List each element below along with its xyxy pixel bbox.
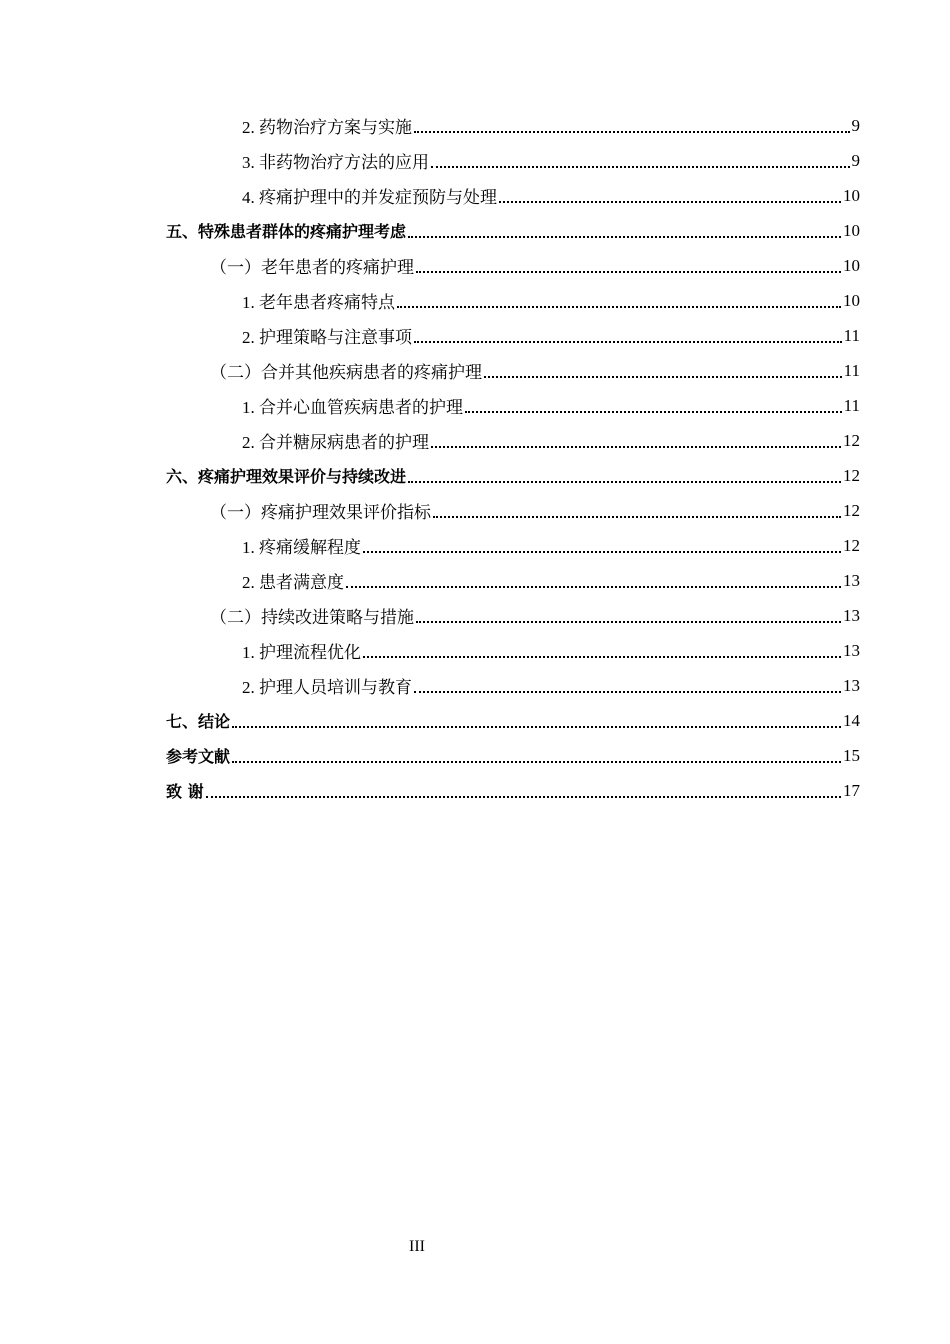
toc-dot-leader <box>484 376 842 378</box>
toc-dot-leader <box>363 656 841 658</box>
toc-dot-leader <box>465 411 842 413</box>
toc-entry-title: 2. 护理人员培训与教育 <box>242 678 412 697</box>
toc-entry-page: 12 <box>843 465 860 485</box>
toc-entry[interactable] <box>166 283 860 318</box>
toc-entry-page: 12 <box>843 430 860 450</box>
toc-entry-title: （一）疼痛护理效果评价指标 <box>210 503 431 522</box>
toc-entry-title: （一）老年患者的疼痛护理 <box>210 258 414 277</box>
toc-entry-page: 10 <box>843 255 860 275</box>
toc-dot-leader <box>346 586 841 588</box>
toc-entry-title: 参考文献 <box>166 747 231 766</box>
toc-dot-leader <box>431 166 850 168</box>
toc-entry-title: 1. 合并心血管疾病患者的护理 <box>242 398 463 417</box>
toc-entry[interactable] <box>166 668 860 703</box>
toc-entry[interactable] <box>166 248 860 283</box>
toc-entry-title: 2. 药物治疗方案与实施 <box>242 118 412 137</box>
toc-entry-page: 12 <box>843 500 860 520</box>
toc-entry-page: 11 <box>843 395 860 415</box>
toc-entry-page: 10 <box>843 220 860 240</box>
toc-dot-leader <box>414 341 842 343</box>
toc-dot-leader <box>363 551 841 553</box>
toc-entry-title: 五、特殊患者群体的疼痛护理考虑 <box>166 222 407 241</box>
toc-dot-leader <box>206 796 841 798</box>
toc-entry-page: 15 <box>843 745 860 765</box>
toc-entry-page: 13 <box>843 605 860 625</box>
toc-dot-leader <box>416 271 841 273</box>
toc-entry-page: 14 <box>843 710 860 730</box>
toc-entry[interactable] <box>166 738 860 773</box>
toc-entry-page: 9 <box>851 150 860 170</box>
toc-dot-leader <box>232 761 841 763</box>
toc-entry[interactable] <box>166 423 860 458</box>
toc-entry[interactable] <box>166 388 860 423</box>
toc-entry-title: 1. 疼痛缓解程度 <box>242 538 361 557</box>
toc-entry-title: 2. 合并糖尿病患者的护理 <box>242 433 429 452</box>
toc-dot-leader <box>433 516 841 518</box>
toc-dot-leader <box>431 446 841 448</box>
toc-entry[interactable] <box>166 773 860 808</box>
toc-entry[interactable] <box>166 633 860 668</box>
toc-dot-leader <box>414 131 850 133</box>
toc-entry-page: 13 <box>843 640 860 660</box>
toc-entry-page: 13 <box>843 675 860 695</box>
toc-entry-page: 13 <box>843 570 860 590</box>
toc-entry-title: （二）持续改进策略与措施 <box>210 608 414 627</box>
toc-entry-title: 1. 护理流程优化 <box>242 643 361 662</box>
toc-dot-leader <box>397 306 841 308</box>
toc-entry[interactable] <box>166 353 860 388</box>
toc-entry-title: 2. 护理策略与注意事项 <box>242 328 412 347</box>
toc-entry[interactable] <box>166 703 860 738</box>
toc-dot-leader <box>416 621 841 623</box>
toc-entry[interactable] <box>166 563 860 598</box>
toc-entry-title: 3. 非药物治疗方法的应用 <box>242 153 429 172</box>
table-of-contents <box>166 108 860 808</box>
toc-entry[interactable] <box>166 178 860 213</box>
toc-entry[interactable] <box>166 108 860 143</box>
toc-entry-title: （二）合并其他疾病患者的疼痛护理 <box>210 363 482 382</box>
toc-entry[interactable] <box>166 213 860 248</box>
toc-dot-leader <box>408 481 841 483</box>
toc-entry-page: 9 <box>851 115 860 135</box>
toc-entry-page: 10 <box>843 185 860 205</box>
toc-entry-page: 12 <box>843 535 860 555</box>
toc-entry-title: 1. 老年患者疼痛特点 <box>242 293 395 312</box>
page-number: III <box>409 1238 425 1255</box>
toc-entry[interactable] <box>166 528 860 563</box>
toc-entry-page: 11 <box>843 325 860 345</box>
toc-dot-leader <box>499 201 841 203</box>
toc-entry-title: 4. 疼痛护理中的并发症预防与处理 <box>242 188 497 207</box>
toc-entry[interactable] <box>166 143 860 178</box>
toc-entry-page: 11 <box>843 360 860 380</box>
toc-entry-title: 2. 患者满意度 <box>242 573 344 592</box>
toc-entry-title: 七、结论 <box>166 712 231 731</box>
toc-entry-page: 17 <box>843 780 860 800</box>
toc-dot-leader <box>414 691 841 693</box>
toc-entry[interactable] <box>166 493 860 528</box>
toc-entry-title: 六、疼痛护理效果评价与持续改进 <box>166 467 407 486</box>
toc-entry[interactable] <box>166 318 860 353</box>
toc-entry[interactable] <box>166 598 860 633</box>
toc-entry-page: 10 <box>843 290 860 310</box>
toc-entry[interactable] <box>166 458 860 493</box>
toc-dot-leader <box>408 236 841 238</box>
toc-dot-leader <box>232 726 841 728</box>
toc-entry-title: 致 谢 <box>166 782 204 801</box>
